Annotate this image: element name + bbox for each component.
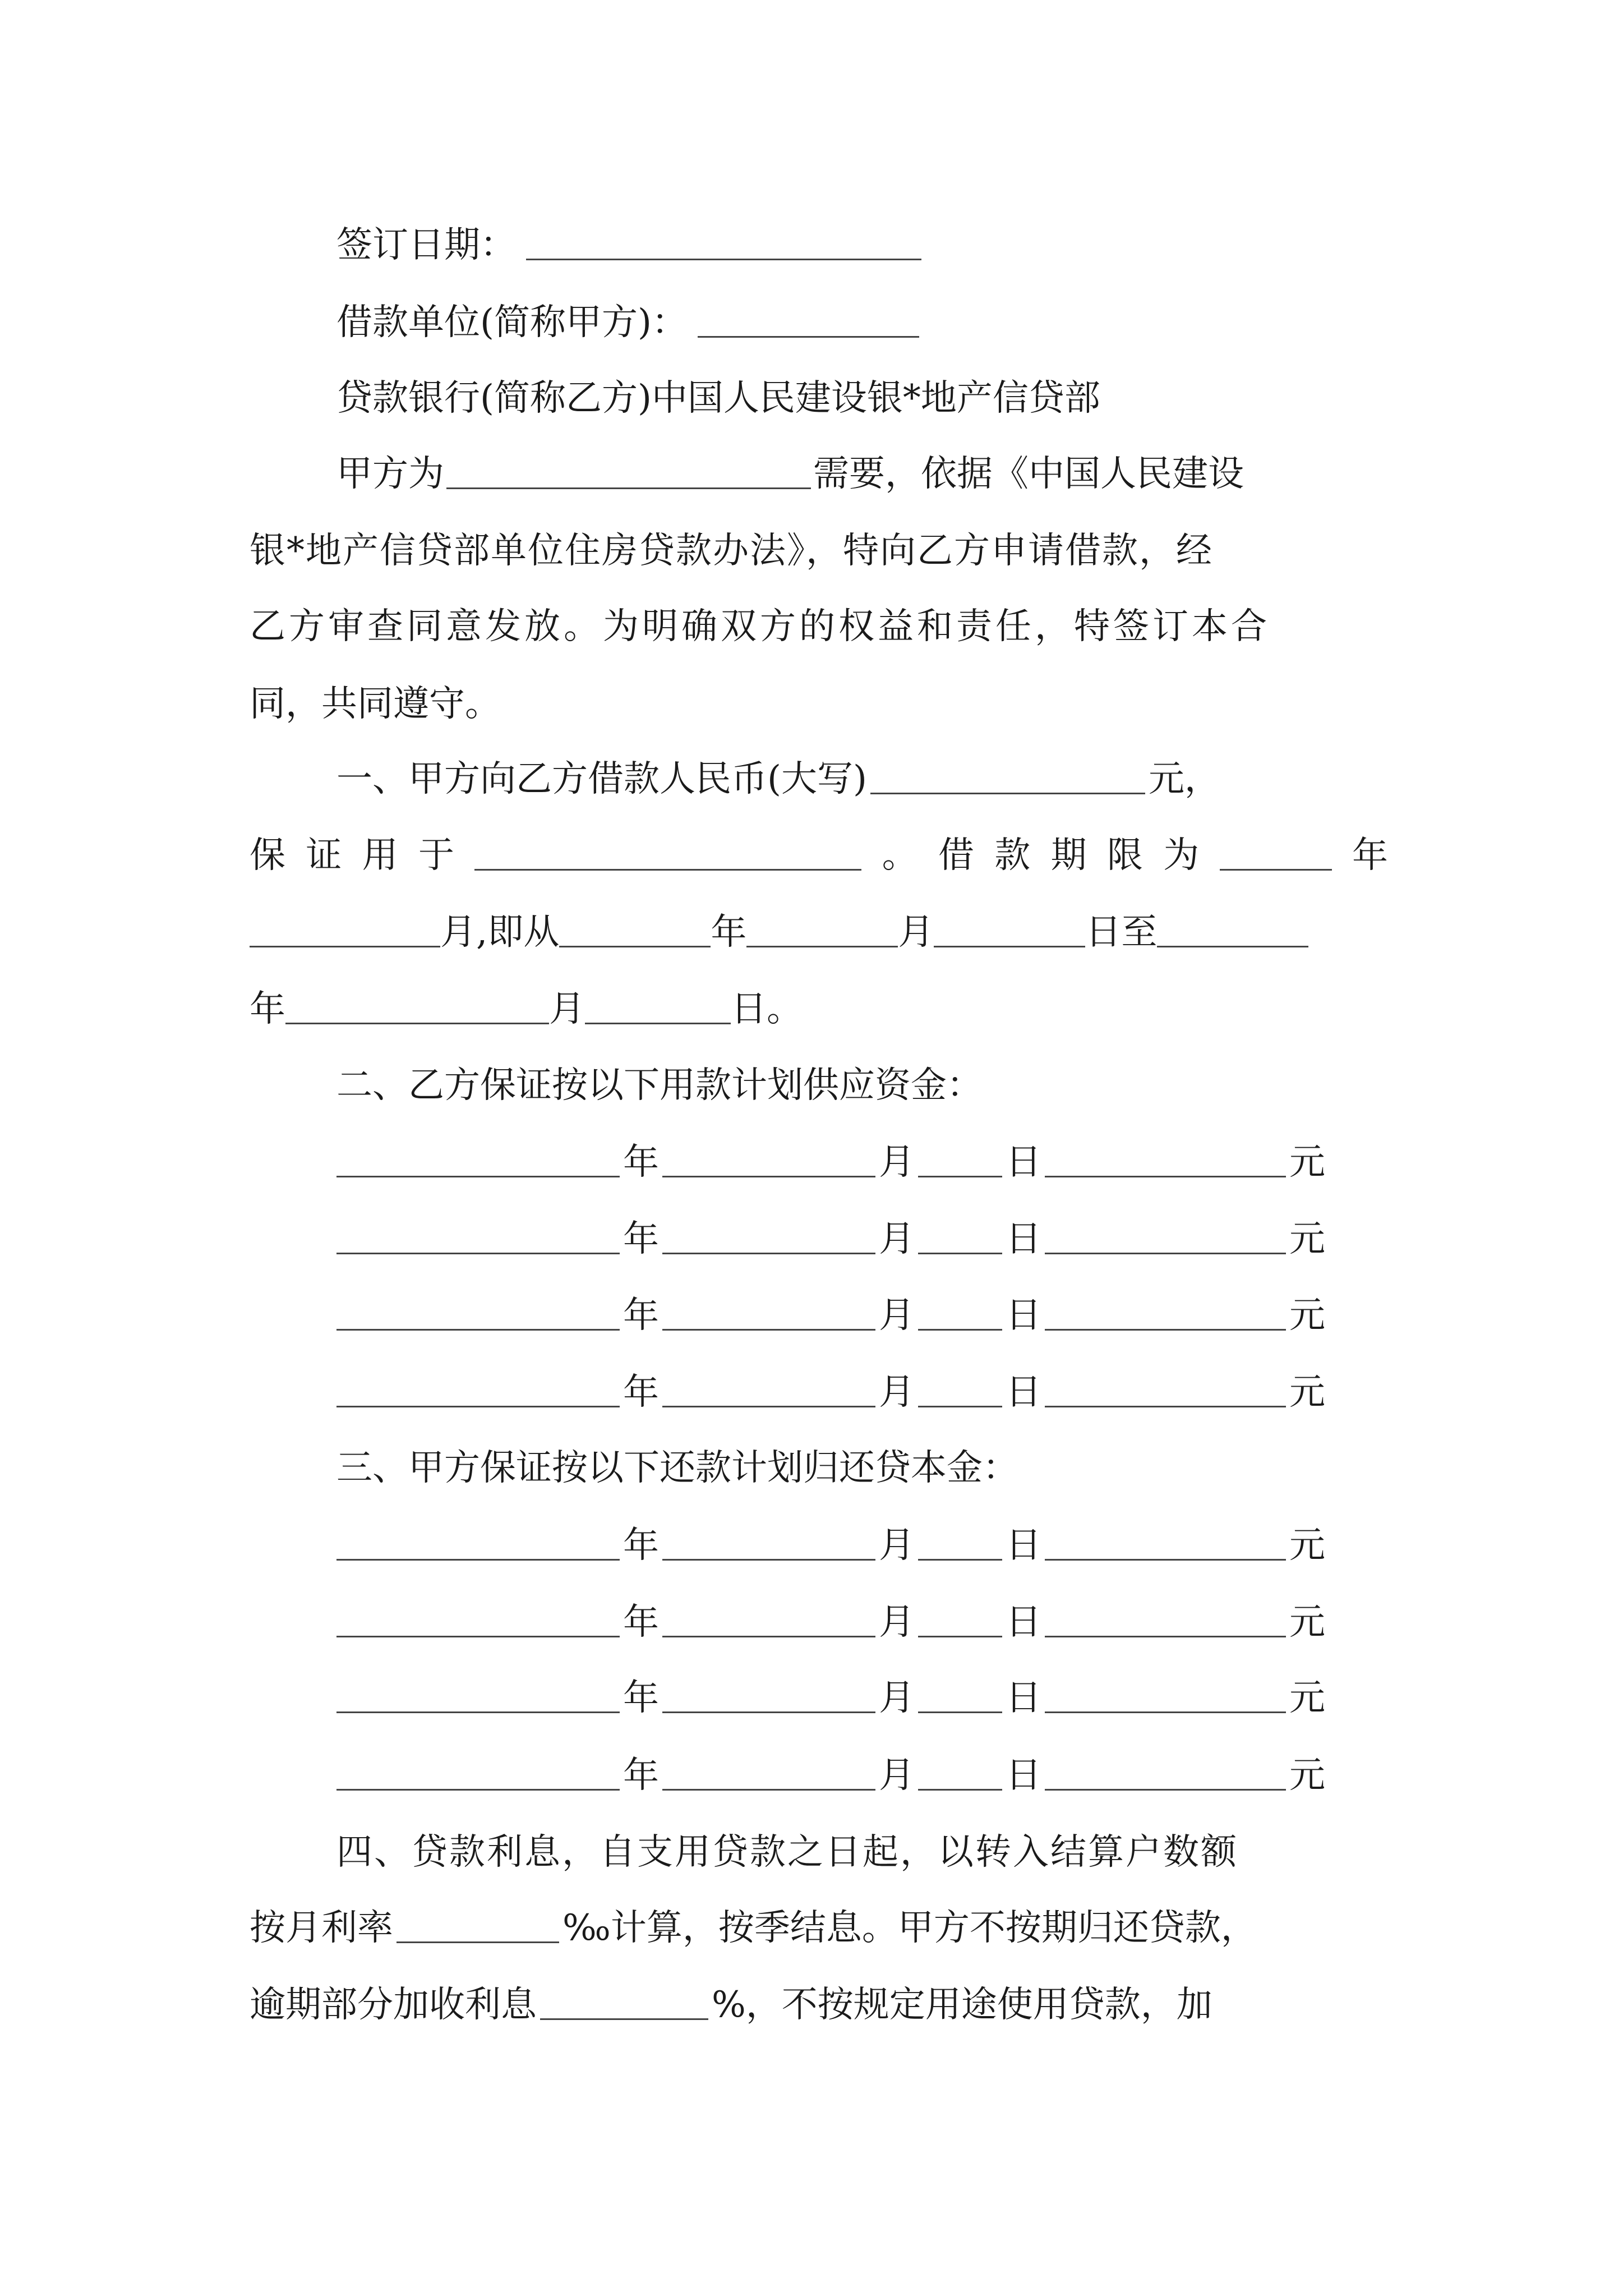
end-year-blank[interactable] xyxy=(1157,945,1308,947)
year-blank[interactable] xyxy=(336,1711,620,1713)
monthly-rate-blank[interactable] xyxy=(396,1941,559,1943)
overdue-rate-blank[interactable] xyxy=(540,2018,708,2020)
preamble-line-3: 乙方审查同意发放。为明确双方的权益和责任，特签订本合 xyxy=(250,606,1270,647)
month-blank[interactable] xyxy=(662,1711,875,1713)
clause4-text: ‰计算，按季结息。甲方不按期归还贷款， xyxy=(562,1907,1257,1949)
borrower-label: 借款单位(简称甲方)： xyxy=(336,302,688,343)
month-blank[interactable] xyxy=(662,1405,875,1407)
year-unit: 年 xyxy=(623,1755,659,1796)
repayment-row xyxy=(336,1755,1335,1796)
clause1-char: 证 xyxy=(306,835,342,876)
day-blank[interactable] xyxy=(918,1405,1002,1407)
year-unit: 年 xyxy=(623,1372,659,1413)
clause1-line-2 xyxy=(250,835,1388,876)
year-unit: 年 xyxy=(623,1218,659,1260)
clause1-text: 日。 xyxy=(731,988,803,1030)
day-unit: 日 xyxy=(1006,1525,1041,1566)
year-unit: 年 xyxy=(623,1295,659,1336)
month-unit: 月 xyxy=(879,1218,915,1260)
term-months-blank[interactable] xyxy=(250,945,440,947)
yuan-unit: 元 xyxy=(1289,1218,1325,1260)
clause4-line-1: 四、贷款利息，自支用贷款之日起，以转入结算户数额 xyxy=(336,1832,1238,1873)
clause1-char: 限 xyxy=(1106,835,1143,876)
funding-row xyxy=(336,1372,1335,1413)
lender-line: 贷款银行(简称乙方)中国人民建设银*地产信贷部 xyxy=(336,378,1100,419)
purpose-blank[interactable] xyxy=(446,487,811,489)
month-blank[interactable] xyxy=(662,1558,875,1561)
clause1-char: 。 xyxy=(882,835,918,876)
clause4-line-2 xyxy=(250,1907,1257,1949)
day-unit: 日 xyxy=(1006,1677,1041,1719)
amount-blank[interactable] xyxy=(1045,1635,1286,1637)
amount-blank[interactable] xyxy=(1045,1175,1286,1177)
clause2-title: 二、乙方保证按以下用款计划供应资金： xyxy=(336,1065,983,1106)
clause1-line-3 xyxy=(250,912,1308,953)
start-year-blank[interactable] xyxy=(559,945,711,947)
clause1-line-1 xyxy=(336,758,1220,800)
use-blank[interactable] xyxy=(474,868,861,871)
clause1-char: 于 xyxy=(418,835,454,876)
amount-blank[interactable] xyxy=(1045,1328,1286,1331)
clause1-char: 借 xyxy=(938,835,974,876)
year-blank[interactable] xyxy=(336,1558,620,1561)
clause1-char: 为 xyxy=(1163,835,1200,876)
funding-row xyxy=(336,1295,1335,1336)
day-blank[interactable] xyxy=(918,1175,1002,1177)
month-unit: 月 xyxy=(879,1677,915,1719)
start-month-blank[interactable] xyxy=(746,945,898,947)
clause4-text: %，不按规定用途使用贷款，加 xyxy=(712,1984,1212,2026)
repayment-row xyxy=(336,1602,1335,1643)
year-blank[interactable] xyxy=(336,1175,620,1177)
end-day-blank[interactable] xyxy=(585,1022,731,1024)
repayment-row xyxy=(336,1525,1335,1566)
clause4-line-3 xyxy=(250,1984,1212,2026)
clause4-text: 逾期部分加收利息 xyxy=(250,1984,537,2026)
clause1-char: 年 xyxy=(1352,835,1388,876)
year-blank[interactable] xyxy=(336,1635,620,1637)
day-blank[interactable] xyxy=(918,1558,1002,1561)
month-unit: 月 xyxy=(879,1372,915,1413)
preamble-line-2: 银*地产信贷部单位住房贷款办法》，特向乙方申请借款，经 xyxy=(250,530,1213,572)
clause4-text: 按月利率 xyxy=(250,1907,393,1949)
month-unit: 月 xyxy=(879,1755,915,1796)
month-blank[interactable] xyxy=(662,1252,875,1254)
day-blank[interactable] xyxy=(918,1788,1002,1791)
funding-row xyxy=(336,1142,1335,1183)
day-blank[interactable] xyxy=(918,1252,1002,1254)
end-month-blank[interactable] xyxy=(285,1022,549,1024)
yuan-unit: 元 xyxy=(1289,1677,1325,1719)
start-day-blank[interactable] xyxy=(934,945,1085,947)
year-blank[interactable] xyxy=(336,1328,620,1331)
day-unit: 日 xyxy=(1006,1142,1041,1183)
year-blank[interactable] xyxy=(336,1252,620,1254)
amount-blank[interactable] xyxy=(1045,1558,1286,1561)
sign-date-label: 签订日期： xyxy=(336,224,516,266)
month-unit: 月 xyxy=(879,1142,915,1183)
clause1-char: 保 xyxy=(250,835,285,876)
yuan-unit: 元 xyxy=(1289,1295,1325,1336)
clause1-line-4 xyxy=(250,988,803,1030)
yuan-unit: 元 xyxy=(1289,1372,1325,1413)
month-unit: 月 xyxy=(879,1602,915,1643)
amount-blank[interactable] xyxy=(1045,1711,1286,1713)
clause1-text: 月 xyxy=(898,912,934,953)
month-unit: 月 xyxy=(879,1295,915,1336)
clause1-text: 日至 xyxy=(1085,912,1158,953)
sign-date-blank[interactable] xyxy=(526,258,921,260)
clause1-text-a: 一、甲方向乙方借款人民币(大写) xyxy=(336,758,867,800)
clause1-text-b: 元， xyxy=(1148,758,1220,800)
yuan-unit: 元 xyxy=(1289,1142,1325,1183)
month-blank[interactable] xyxy=(662,1328,875,1331)
year-unit: 年 xyxy=(623,1525,659,1566)
amount-blank[interactable] xyxy=(1045,1788,1286,1791)
day-blank[interactable] xyxy=(918,1711,1002,1713)
amount-blank[interactable] xyxy=(1045,1405,1286,1407)
clause1-char: 用 xyxy=(362,835,398,876)
year-blank[interactable] xyxy=(336,1788,620,1791)
clause1-text: 年 xyxy=(250,988,285,1030)
clause1-char: 款 xyxy=(994,835,1031,876)
preamble-line-4: 同，共同遵守。 xyxy=(250,683,501,725)
amount-blank[interactable] xyxy=(1045,1252,1286,1254)
month-unit: 月 xyxy=(879,1525,915,1566)
month-blank[interactable] xyxy=(662,1788,875,1791)
day-unit: 日 xyxy=(1006,1602,1041,1643)
clause3-title: 三、甲方保证按以下还款计划归还贷本金： xyxy=(336,1447,1018,1489)
day-unit: 日 xyxy=(1006,1218,1041,1260)
clause1-char: 期 xyxy=(1050,835,1087,876)
repayment-row xyxy=(336,1677,1335,1719)
year-unit: 年 xyxy=(623,1677,659,1719)
yuan-unit: 元 xyxy=(1289,1602,1325,1643)
month-blank[interactable] xyxy=(662,1635,875,1637)
day-unit: 日 xyxy=(1006,1372,1041,1413)
borrower-line xyxy=(336,302,919,343)
preamble-text-a: 甲方为 xyxy=(336,453,444,495)
day-blank[interactable] xyxy=(918,1328,1002,1331)
funding-row xyxy=(336,1218,1335,1260)
year-blank[interactable] xyxy=(336,1405,620,1407)
preamble-text-b: 需要，依据《中国人民建设 xyxy=(813,453,1244,495)
borrower-blank[interactable] xyxy=(698,335,919,338)
yuan-unit: 元 xyxy=(1289,1525,1325,1566)
day-unit: 日 xyxy=(1006,1755,1041,1796)
clause1-text: 月,即从 xyxy=(440,912,560,953)
day-unit: 日 xyxy=(1006,1295,1041,1336)
year-unit: 年 xyxy=(623,1602,659,1643)
clause1-text: 年 xyxy=(711,912,747,953)
sign-date-line xyxy=(336,224,921,266)
year-unit: 年 xyxy=(623,1142,659,1183)
preamble-line-1 xyxy=(336,453,1244,495)
amount-blank[interactable] xyxy=(870,792,1145,794)
day-blank[interactable] xyxy=(918,1635,1002,1637)
yuan-unit: 元 xyxy=(1289,1755,1325,1796)
term-years-blank[interactable] xyxy=(1220,868,1332,871)
clause1-text: 月 xyxy=(549,988,585,1030)
month-blank[interactable] xyxy=(662,1175,875,1177)
